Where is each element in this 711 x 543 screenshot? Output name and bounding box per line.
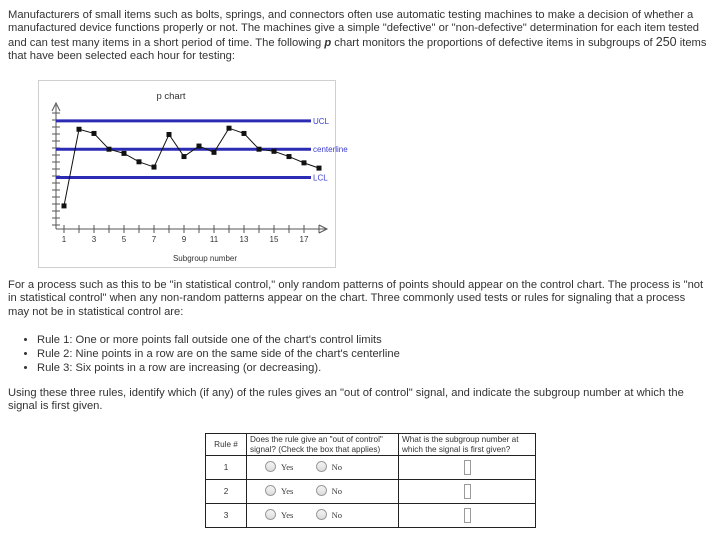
no-option[interactable] [316,461,342,472]
x-tick-label: 13 [239,235,249,244]
data-point [107,147,112,152]
x-tick-label: 17 [299,235,309,244]
col-signal-header: Does the rule give an "out of control" signal? (Check the box that applies) [247,434,399,456]
no-option[interactable] [316,509,342,520]
yes-option[interactable] [265,461,293,472]
table-row [206,480,536,504]
yes-label: Yes [281,485,294,496]
rule-item-3: • Rule 3: Six points in a row are increasing (or decreasing). [37,362,400,376]
explanation-paragraph: For a process such as this to be "in statistical control," only random patterns of points should appear on the control chart. The process is "not in statistical control" when any non-random patterns appear on the chart. Three commonly used tests or rules for signaling that a process may not be in statistical control are: [8,279,704,318]
col-subgroup-header: What is the subgroup number at which the signal is first given? [399,434,536,456]
data-point [227,126,232,131]
no-label: No [331,509,343,520]
table-row [206,504,536,528]
data-point [77,127,82,132]
yes-radio[interactable] [265,485,276,496]
no-radio[interactable] [316,485,327,496]
yes-option[interactable] [265,509,293,520]
data-point [242,131,247,136]
data-point [317,166,322,171]
data-point [92,131,97,136]
data-point [257,147,262,152]
intro-text-3: items that have been selected each hour for testing: [8,36,707,63]
x-tick-label: 3 [91,235,97,244]
yes-option[interactable] [265,485,293,496]
rule-item-1: • Rule 1: One or more points fall outside one of the chart's control limits [37,334,400,348]
control-line-label: LCL [313,173,328,183]
rule-number: 1 [206,456,247,480]
no-radio[interactable] [316,461,327,472]
data-point [287,154,292,159]
data-point [122,151,127,156]
no-label: No [331,461,343,472]
data-point [272,149,277,154]
x-tick-label: 1 [61,235,67,244]
data-point [302,160,307,165]
no-option[interactable] [316,485,342,496]
intro-paragraph [8,9,708,64]
rule-item-2: • Rule 2: Nine points in a row are on the same side of the chart's centerline [37,348,400,362]
p-symbol: p [324,36,332,49]
p-chart-svg [39,81,348,267]
rules-list [22,334,400,375]
x-tick-label: 7 [151,235,157,244]
data-point [167,132,172,137]
intro-text-1: Manufacturers of small items such as bolts, springs, and connectors often use automatic testing machines to make a decision of whether a manufactured device functions properly or not. The machines give a simple "defective" or "non-defective" determination for each item tested and can test many items in a short period of time. The following [8,9,700,49]
data-point [212,150,217,155]
question-paragraph: Using these three rules, identify which (if any) of the rules gives an "out of control" signal, and indicate the subgroup number at which the signal is first given. [8,387,684,413]
subgroup-cell [399,480,536,504]
rule-number: 3 [206,504,247,528]
intro-text-2: chart monitors the proportions of defective items in subgroups of [331,36,656,49]
yes-label: Yes [281,461,294,472]
x-tick-label: 9 [181,235,187,244]
x-tick-label: 5 [121,235,127,244]
no-label: No [331,485,343,496]
subgroup-cell [399,504,536,528]
subgroup-cell [399,456,536,480]
subgroup-input[interactable] [464,484,471,499]
data-point [197,144,202,149]
yes-radio[interactable] [265,509,276,520]
no-radio[interactable] [316,509,327,520]
control-line-label: centerline [313,145,348,155]
answer-table [205,433,536,528]
series-line [64,128,319,206]
control-line-label: UCL [313,116,330,126]
table-row [206,456,536,480]
signal-cell [247,504,399,528]
data-point [152,165,157,170]
x-tick-label: 15 [269,235,279,244]
x-axis-label: Subgroup number [172,254,238,263]
data-point [137,159,142,164]
x-tick-label: 11 [209,235,219,244]
p-chart [38,80,348,268]
subgroup-size: 250 [655,34,677,49]
subgroup-input[interactable] [464,460,471,475]
yes-label: Yes [281,509,294,520]
chart-title: p chart [156,91,186,102]
signal-cell [247,480,399,504]
table-header-row [206,434,536,456]
subgroup-input[interactable] [464,508,471,523]
yes-radio[interactable] [265,461,276,472]
data-point [182,154,187,159]
col-rule-header: Rule # [206,434,247,456]
rule-number: 2 [206,480,247,504]
signal-cell [247,456,399,480]
data-point [62,203,67,208]
